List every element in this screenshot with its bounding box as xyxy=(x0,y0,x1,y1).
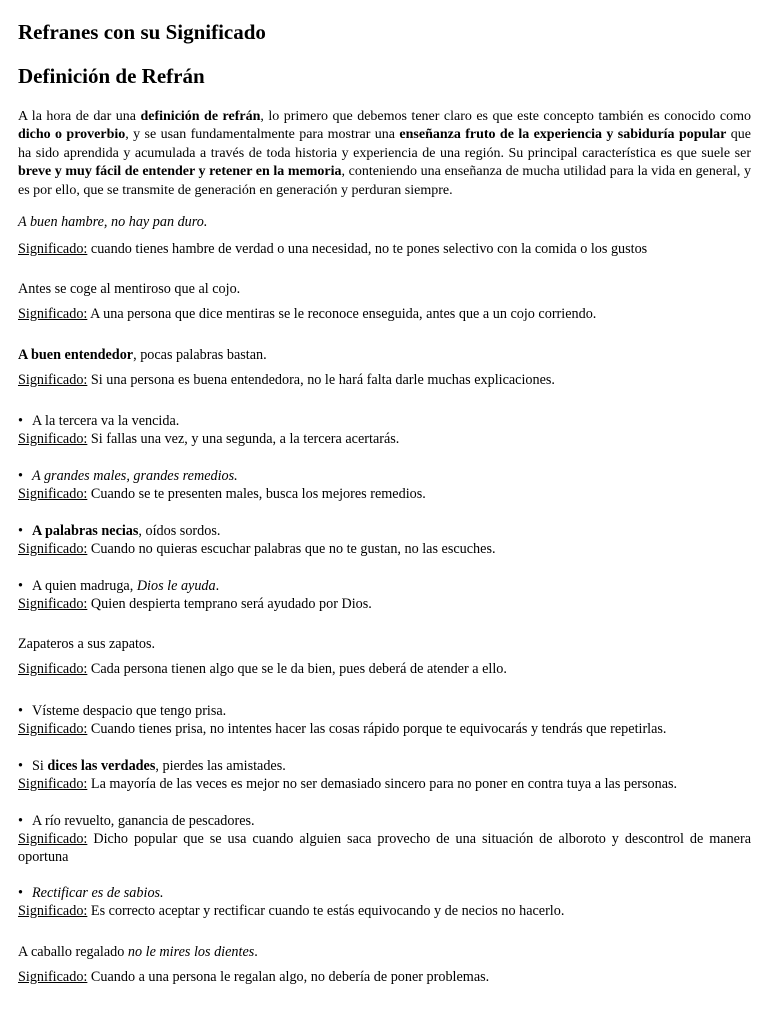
proverb-text xyxy=(18,577,219,595)
intro-text: que ha sido aprendida y acumulada a través de toda historia y experiencia de una región. Su principal característica es que suele ser xyxy=(18,127,751,161)
proverb-text xyxy=(18,280,240,298)
intro-text: , y se usan fundamentalmente para mostrar una xyxy=(125,127,400,143)
proverb-text xyxy=(18,757,286,775)
proverb-text xyxy=(18,346,267,364)
intro-bold-term: enseñanza fruto de la experiencia y sabiduría popular xyxy=(399,127,727,143)
meaning-text: La mayoría de las veces es mejor no ser demasiado sincero para no poner en contra tuya a las personas. xyxy=(87,776,678,792)
meaning-text: Cuando tienes prisa, no intentes hacer las cosas rápido porque te equivocarás y tendrás que repetirlas. xyxy=(87,721,667,737)
proverb-fragment: Dios le ayuda xyxy=(136,578,216,594)
proverb-text xyxy=(18,635,155,653)
meaning-label: Significado: xyxy=(18,721,88,737)
proverb-fragment: A quien madruga, xyxy=(32,578,137,594)
intro-bold-term: dicho o proverbio xyxy=(18,127,126,143)
intro-text: , conteniendo una enseñanza de mucha utilidad para la vida en general, y es por ello, que se transmite de generación en generación y perduran siempre. xyxy=(18,164,751,198)
meaning-label: Significado: xyxy=(18,903,88,919)
proverb-fragment: . xyxy=(254,944,258,960)
proverb-meaning xyxy=(18,540,496,558)
meaning-label: Significado: xyxy=(18,776,88,792)
meaning-text: Si una persona es buena entendedora, no le hará falta darle muchas explicaciones. xyxy=(87,372,555,388)
meaning-text: Quien despierta temprano será ayudado por Dios. xyxy=(87,596,372,612)
meaning-label: Significado: xyxy=(18,661,88,677)
section-heading: Definición de Refrán xyxy=(18,64,205,88)
proverb-meaning xyxy=(18,240,647,258)
proverb-fragment: A buen hambre, no hay pan duro. xyxy=(18,214,208,230)
meaning-label: Significado: xyxy=(18,241,88,257)
proverb-fragment: A la tercera va la vencida. xyxy=(32,413,180,429)
proverb-fragment: , pocas palabras bastan. xyxy=(133,347,267,363)
intro-text: A la hora de dar una xyxy=(18,109,141,124)
intro-bold-term: breve y muy fácil de entender y retener en la memoria xyxy=(18,164,342,180)
meaning-text: Si fallas una vez, y una segunda, a la tercera acertarás. xyxy=(87,431,400,447)
page-title: Refranes con su Significado xyxy=(18,20,266,44)
meaning-text: Dicho popular que se usa cuando alguien saca provecho de una situación de alboroto y descontrol de manera oportuna xyxy=(18,831,751,865)
meaning-text: cuando tienes hambre de verdad o una necesidad, no te pones selectivo con la comida o los gustos xyxy=(87,241,648,257)
proverb-meaning xyxy=(18,485,426,503)
meaning-label: Significado: xyxy=(18,431,88,447)
proverb-fragment: no le mires los dientes xyxy=(127,944,255,960)
proverb-text xyxy=(18,522,220,540)
meaning-label: Significado: xyxy=(18,486,88,502)
proverb-fragment: A río revuelto, ganancia de pescadores. xyxy=(32,813,255,829)
proverb-meaning xyxy=(18,830,751,866)
meaning-text: Es correcto aceptar y rectificar cuando te estás equivocando y de necios no hacerlo. xyxy=(87,903,565,919)
proverb-text xyxy=(18,702,226,720)
proverb-text xyxy=(18,467,238,485)
intro-bold-term: definición de refrán xyxy=(140,109,261,124)
proverb-fragment: A buen entendedor xyxy=(18,347,134,363)
proverb-meaning xyxy=(18,371,555,389)
proverb-fragment: Si xyxy=(32,758,48,774)
proverb-fragment: A palabras necias xyxy=(32,523,139,539)
intro-text: , lo primero que debemos tener claro es que este concepto también es conocido como xyxy=(260,109,751,124)
proverb-fragment: A caballo regalado xyxy=(18,944,128,960)
proverb-meaning xyxy=(18,968,489,986)
proverb-text xyxy=(18,884,164,902)
proverb-fragment: Zapateros a sus zapatos. xyxy=(18,636,156,652)
proverb-fragment: . xyxy=(215,578,220,594)
proverb-meaning xyxy=(18,775,677,793)
proverb-fragment: , oídos sordos. xyxy=(138,523,221,539)
meaning-text: Cuando no quieras escuchar palabras que no te gustan, no las escuches. xyxy=(87,541,496,557)
meaning-label: Significado: xyxy=(18,831,88,847)
meaning-text: A una persona que dice mentiras se le reconoce enseguida, antes que a un cojo corriendo. xyxy=(87,306,597,322)
proverb-fragment: dices las verdades xyxy=(47,758,156,774)
proverb-meaning xyxy=(18,305,596,323)
proverb-fragment: Rectificar es de sabios. xyxy=(32,885,164,901)
meaning-label: Significado: xyxy=(18,541,88,557)
proverb-fragment: A grandes males, grandes remedios. xyxy=(32,468,238,484)
proverb-fragment: Antes se coge al mentiroso que al cojo. xyxy=(18,281,241,297)
meaning-text: Cuando a una persona le regalan algo, no debería de poner problemas. xyxy=(87,969,490,985)
meaning-text: Cuando se te presenten males, busca los mejores remedios. xyxy=(87,486,426,502)
meaning-label: Significado: xyxy=(18,596,88,612)
proverb-meaning xyxy=(18,902,564,920)
proverb-fragment: Vísteme despacio que tengo prisa. xyxy=(32,703,227,719)
intro-paragraph xyxy=(18,108,751,200)
proverb-meaning xyxy=(18,430,399,448)
meaning-label: Significado: xyxy=(18,969,88,985)
proverb-text xyxy=(18,812,255,830)
meaning-text: Cada persona tienen algo que se le da bien, pues deberá de atender a ello. xyxy=(87,661,507,677)
proverb-text xyxy=(18,943,258,961)
proverb-meaning xyxy=(18,595,372,613)
meaning-label: Significado: xyxy=(18,306,88,322)
proverb-fragment: , pierdes las amistades. xyxy=(155,758,286,774)
meaning-label: Significado: xyxy=(18,372,88,388)
proverb-text xyxy=(18,213,207,231)
proverb-meaning xyxy=(18,720,666,738)
proverb-text xyxy=(18,412,179,430)
proverb-meaning xyxy=(18,660,507,678)
